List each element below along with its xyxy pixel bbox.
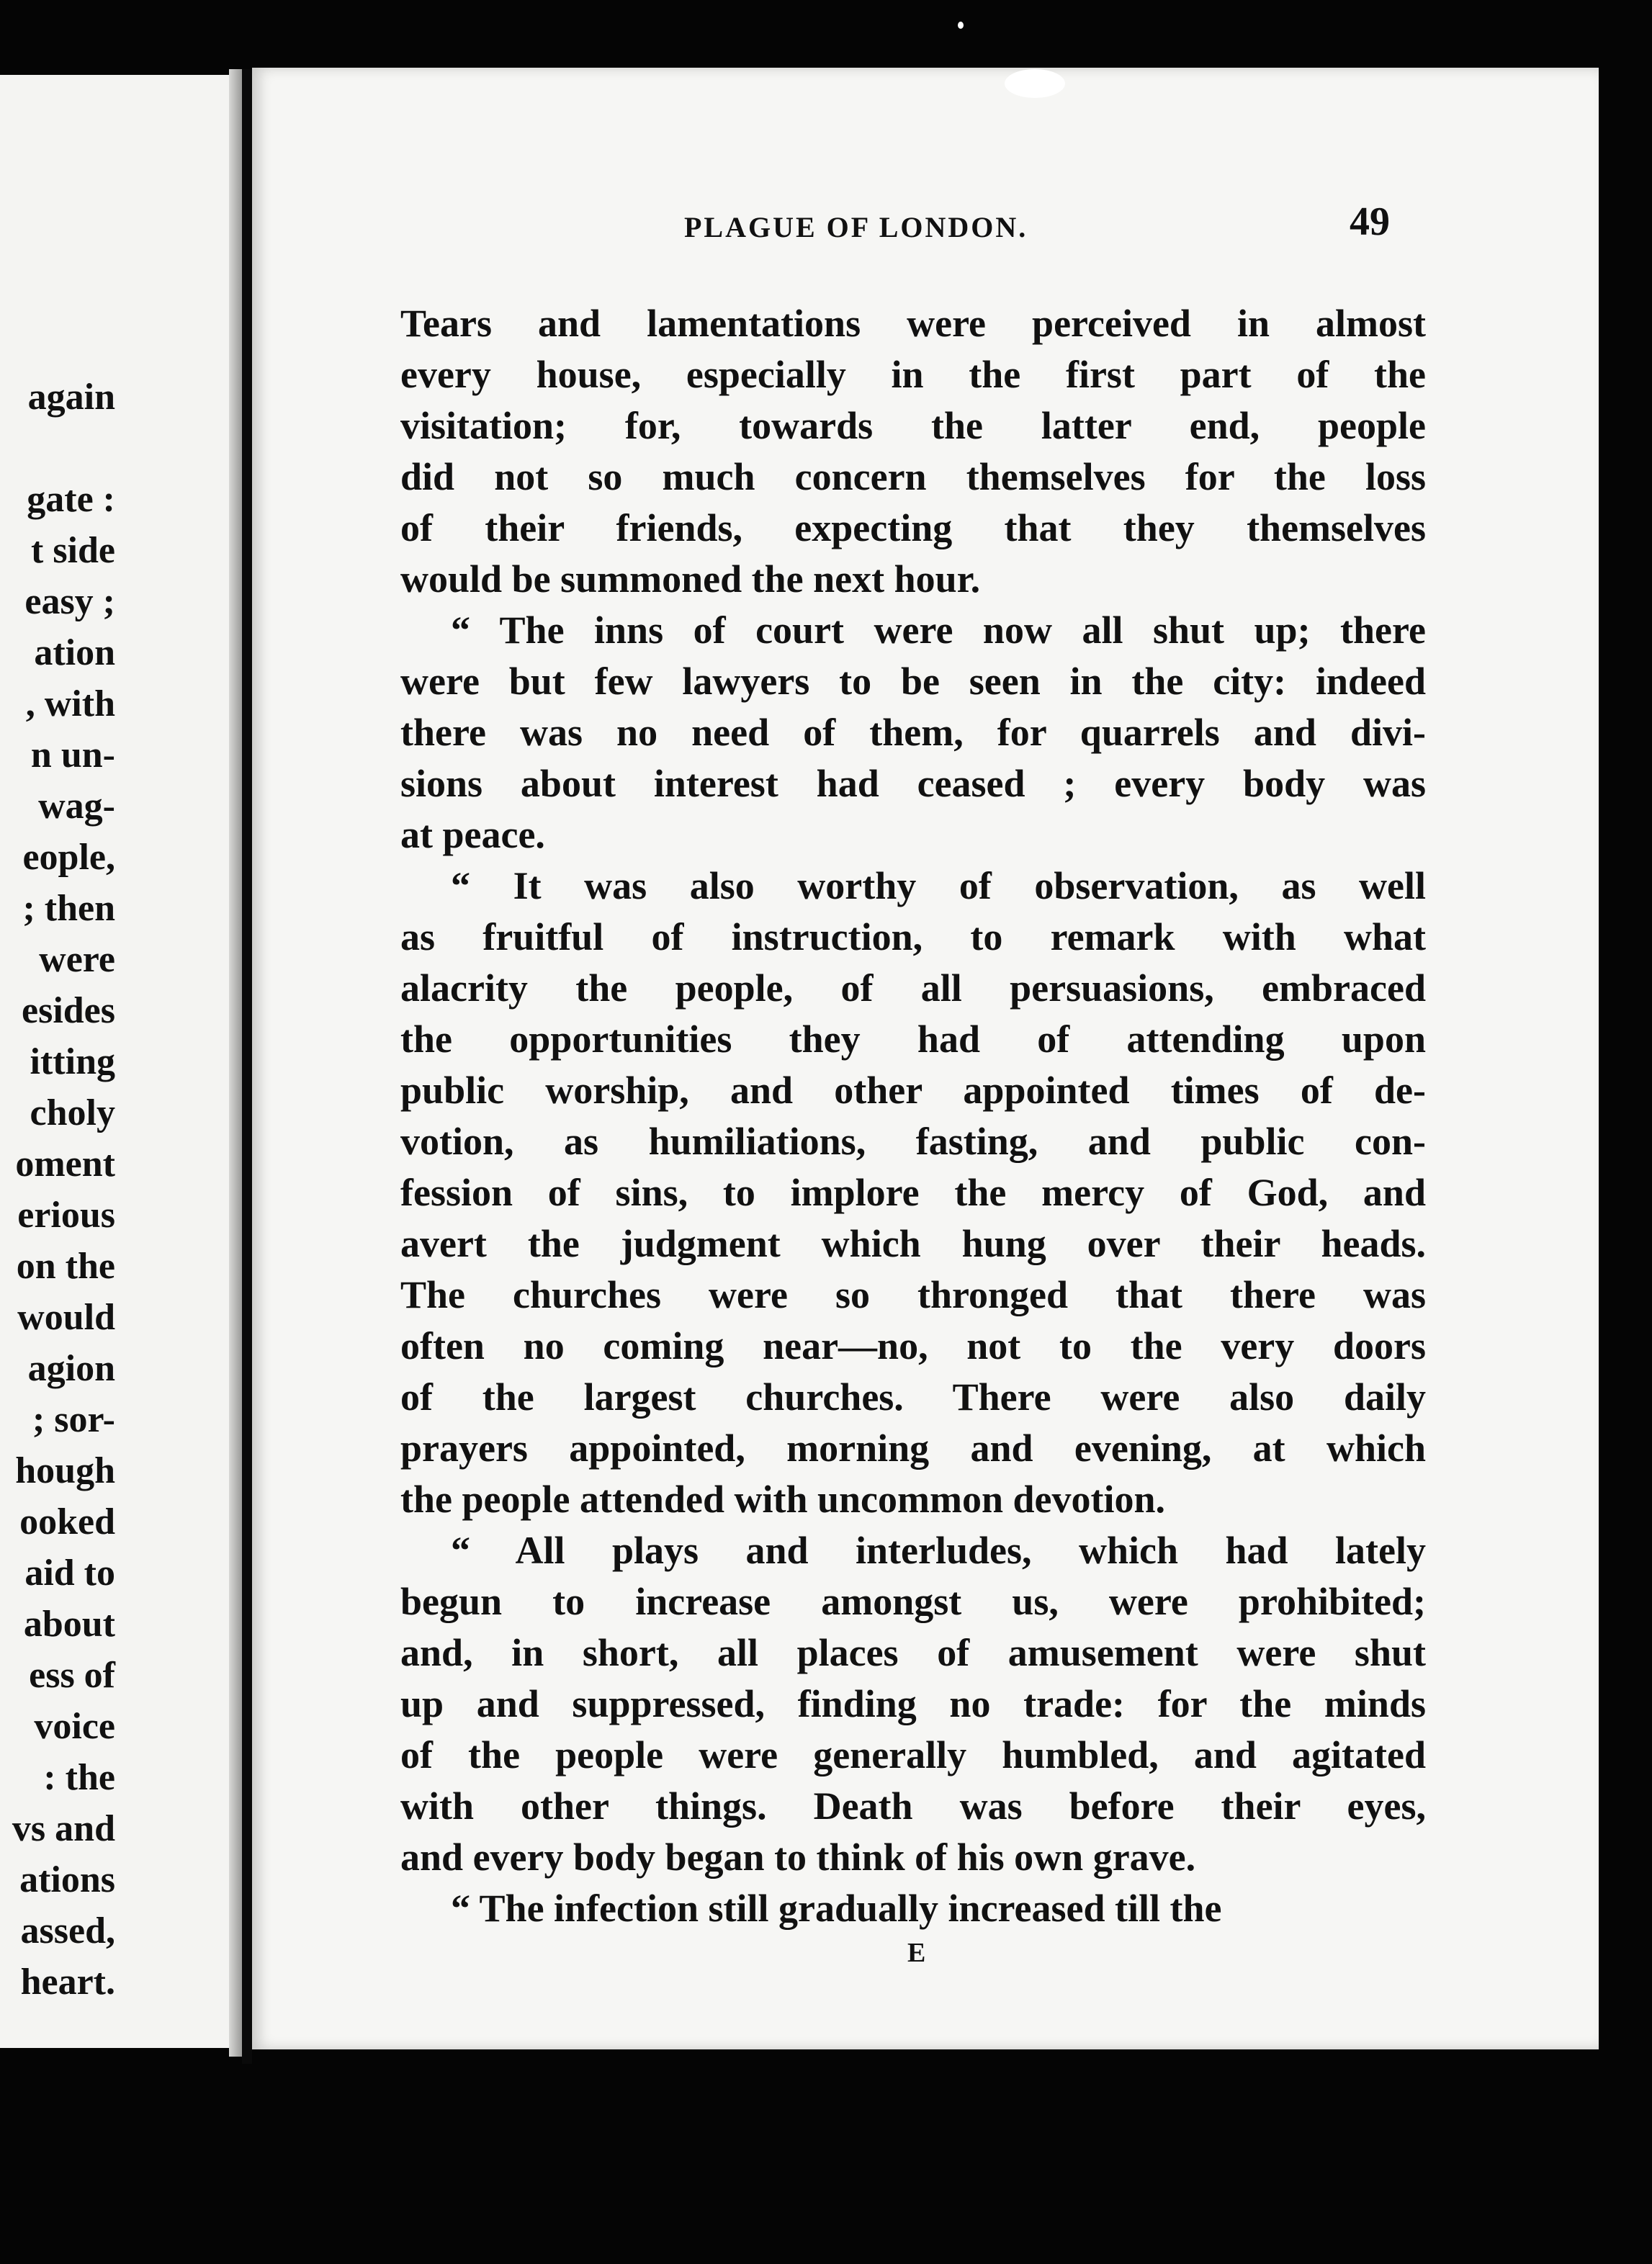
left-page-line: gate : (27, 479, 115, 520)
left-page-line: n un- (30, 735, 115, 776)
right-page (252, 68, 1599, 2049)
left-page-line (0, 423, 115, 474)
left-page-line: eople, (22, 837, 115, 878)
left-page-line: ation (34, 632, 115, 673)
text-line: and every body began to think of his own grave. (400, 1836, 1196, 1879)
text-line: visitation; for, towards the latter end, people (400, 404, 1426, 447)
text-line: of the people were generally humbled, and agitated (400, 1733, 1426, 1776)
left-page-line: voice (34, 1706, 115, 1747)
left-page-line: : the (43, 1757, 115, 1798)
left-page-line: itting (30, 1041, 115, 1082)
text-line: at peace. (400, 813, 545, 856)
left-page-line: wag- (38, 786, 115, 827)
text-line: avert the judgment which hung over their heads. (400, 1222, 1426, 1265)
left-page-line: hough (15, 1450, 115, 1491)
left-page-line-fragments (0, 372, 115, 2008)
left-page-line: easy ; (24, 581, 115, 622)
text-line: The churches were so thronged that there was (400, 1273, 1426, 1316)
text-line: alacrity the people, of all persuasions, embraced (400, 966, 1426, 1010)
left-page-line: were (39, 939, 115, 980)
text-line: public worship, and other appointed times of de- (400, 1069, 1426, 1112)
left-page-line: assed, (20, 1910, 115, 1951)
text-line: there was no need of them, for quarrels and divi- (400, 711, 1426, 754)
text-line: begun to increase amongst us, were prohibited; (400, 1580, 1426, 1623)
left-page-line: agion (27, 1348, 115, 1389)
left-page-fragment (0, 75, 242, 2048)
left-page-line: vs and (12, 1808, 115, 1849)
text-line: were but few lawyers to be seen in the city: indeed (400, 660, 1426, 703)
signature-mark: E (907, 1938, 926, 1968)
text-line: “ All plays and interludes, which had lately (451, 1529, 1426, 1572)
left-page-line: on the (16, 1246, 115, 1287)
left-page-line: ess of (29, 1655, 115, 1696)
text-line: fession of sins, to implore the mercy of God, and (400, 1171, 1426, 1214)
left-page-line: would (17, 1297, 115, 1338)
left-page-line: , with (25, 683, 115, 724)
book-spine (242, 69, 252, 2064)
body-text (400, 298, 1426, 1934)
text-line: with other things. Death was before their eyes, (400, 1784, 1426, 1828)
left-page-line: ; then (22, 888, 115, 929)
left-page-line: ooked (19, 1501, 115, 1542)
scan-speck (1005, 69, 1065, 98)
page-header (252, 199, 1599, 256)
text-line: the opportunities they had of attending upon (400, 1018, 1426, 1061)
text-line: would be summoned the next hour. (400, 557, 981, 601)
left-page-line: choly (30, 1092, 115, 1133)
left-page-line: about (23, 1604, 115, 1645)
text-line: up and suppressed, finding no trade: for the minds (400, 1682, 1426, 1725)
text-line: often no coming near—no, not to the very doors (400, 1324, 1426, 1367)
left-page-line: ; sor- (32, 1399, 115, 1440)
text-line: “ It was also worthy of observation, as well (451, 864, 1426, 907)
text-line: sions about interest had ceased ; every body was (400, 762, 1426, 805)
left-page-line: erious (17, 1195, 115, 1236)
text-line: every house, especially in the first part of the (400, 353, 1426, 396)
text-line: “ The infection still gradually increased till the (451, 1887, 1222, 1930)
text-line: and, in short, all places of amusement were shut (400, 1631, 1426, 1674)
text-line: did not so much concern themselves for the loss (400, 455, 1426, 498)
left-page-line: heart. (20, 1962, 115, 2003)
running-title: PLAGUE OF LONDON. (684, 211, 1028, 243)
text-line: Tears and lamentations were perceived in almost (400, 302, 1426, 345)
scan-speck (958, 22, 964, 29)
left-page-line: aid to (24, 1553, 115, 1594)
page-number: 49 (1350, 199, 1390, 244)
left-page-line: t side (31, 530, 115, 571)
left-page-gutter-shadow (229, 69, 242, 2057)
text-line: votion, as humiliations, fasting, and public con- (400, 1120, 1426, 1163)
left-page-line: again (27, 377, 115, 418)
text-line: “ The inns of court were now all shut up; there (451, 608, 1426, 652)
text-line: of their friends, expecting that they themselves (400, 506, 1426, 549)
text-line: the people attended with uncommon devotion. (400, 1478, 1166, 1521)
left-page-line: oment (15, 1144, 115, 1185)
text-line: as fruitful of instruction, to remark with what (400, 915, 1426, 958)
text-line: of the largest churches. There were also daily (400, 1375, 1426, 1419)
left-page-line: ations (19, 1859, 115, 1900)
text-line: prayers appointed, morning and evening, at which (400, 1427, 1426, 1470)
left-page-line: esides (22, 990, 115, 1031)
